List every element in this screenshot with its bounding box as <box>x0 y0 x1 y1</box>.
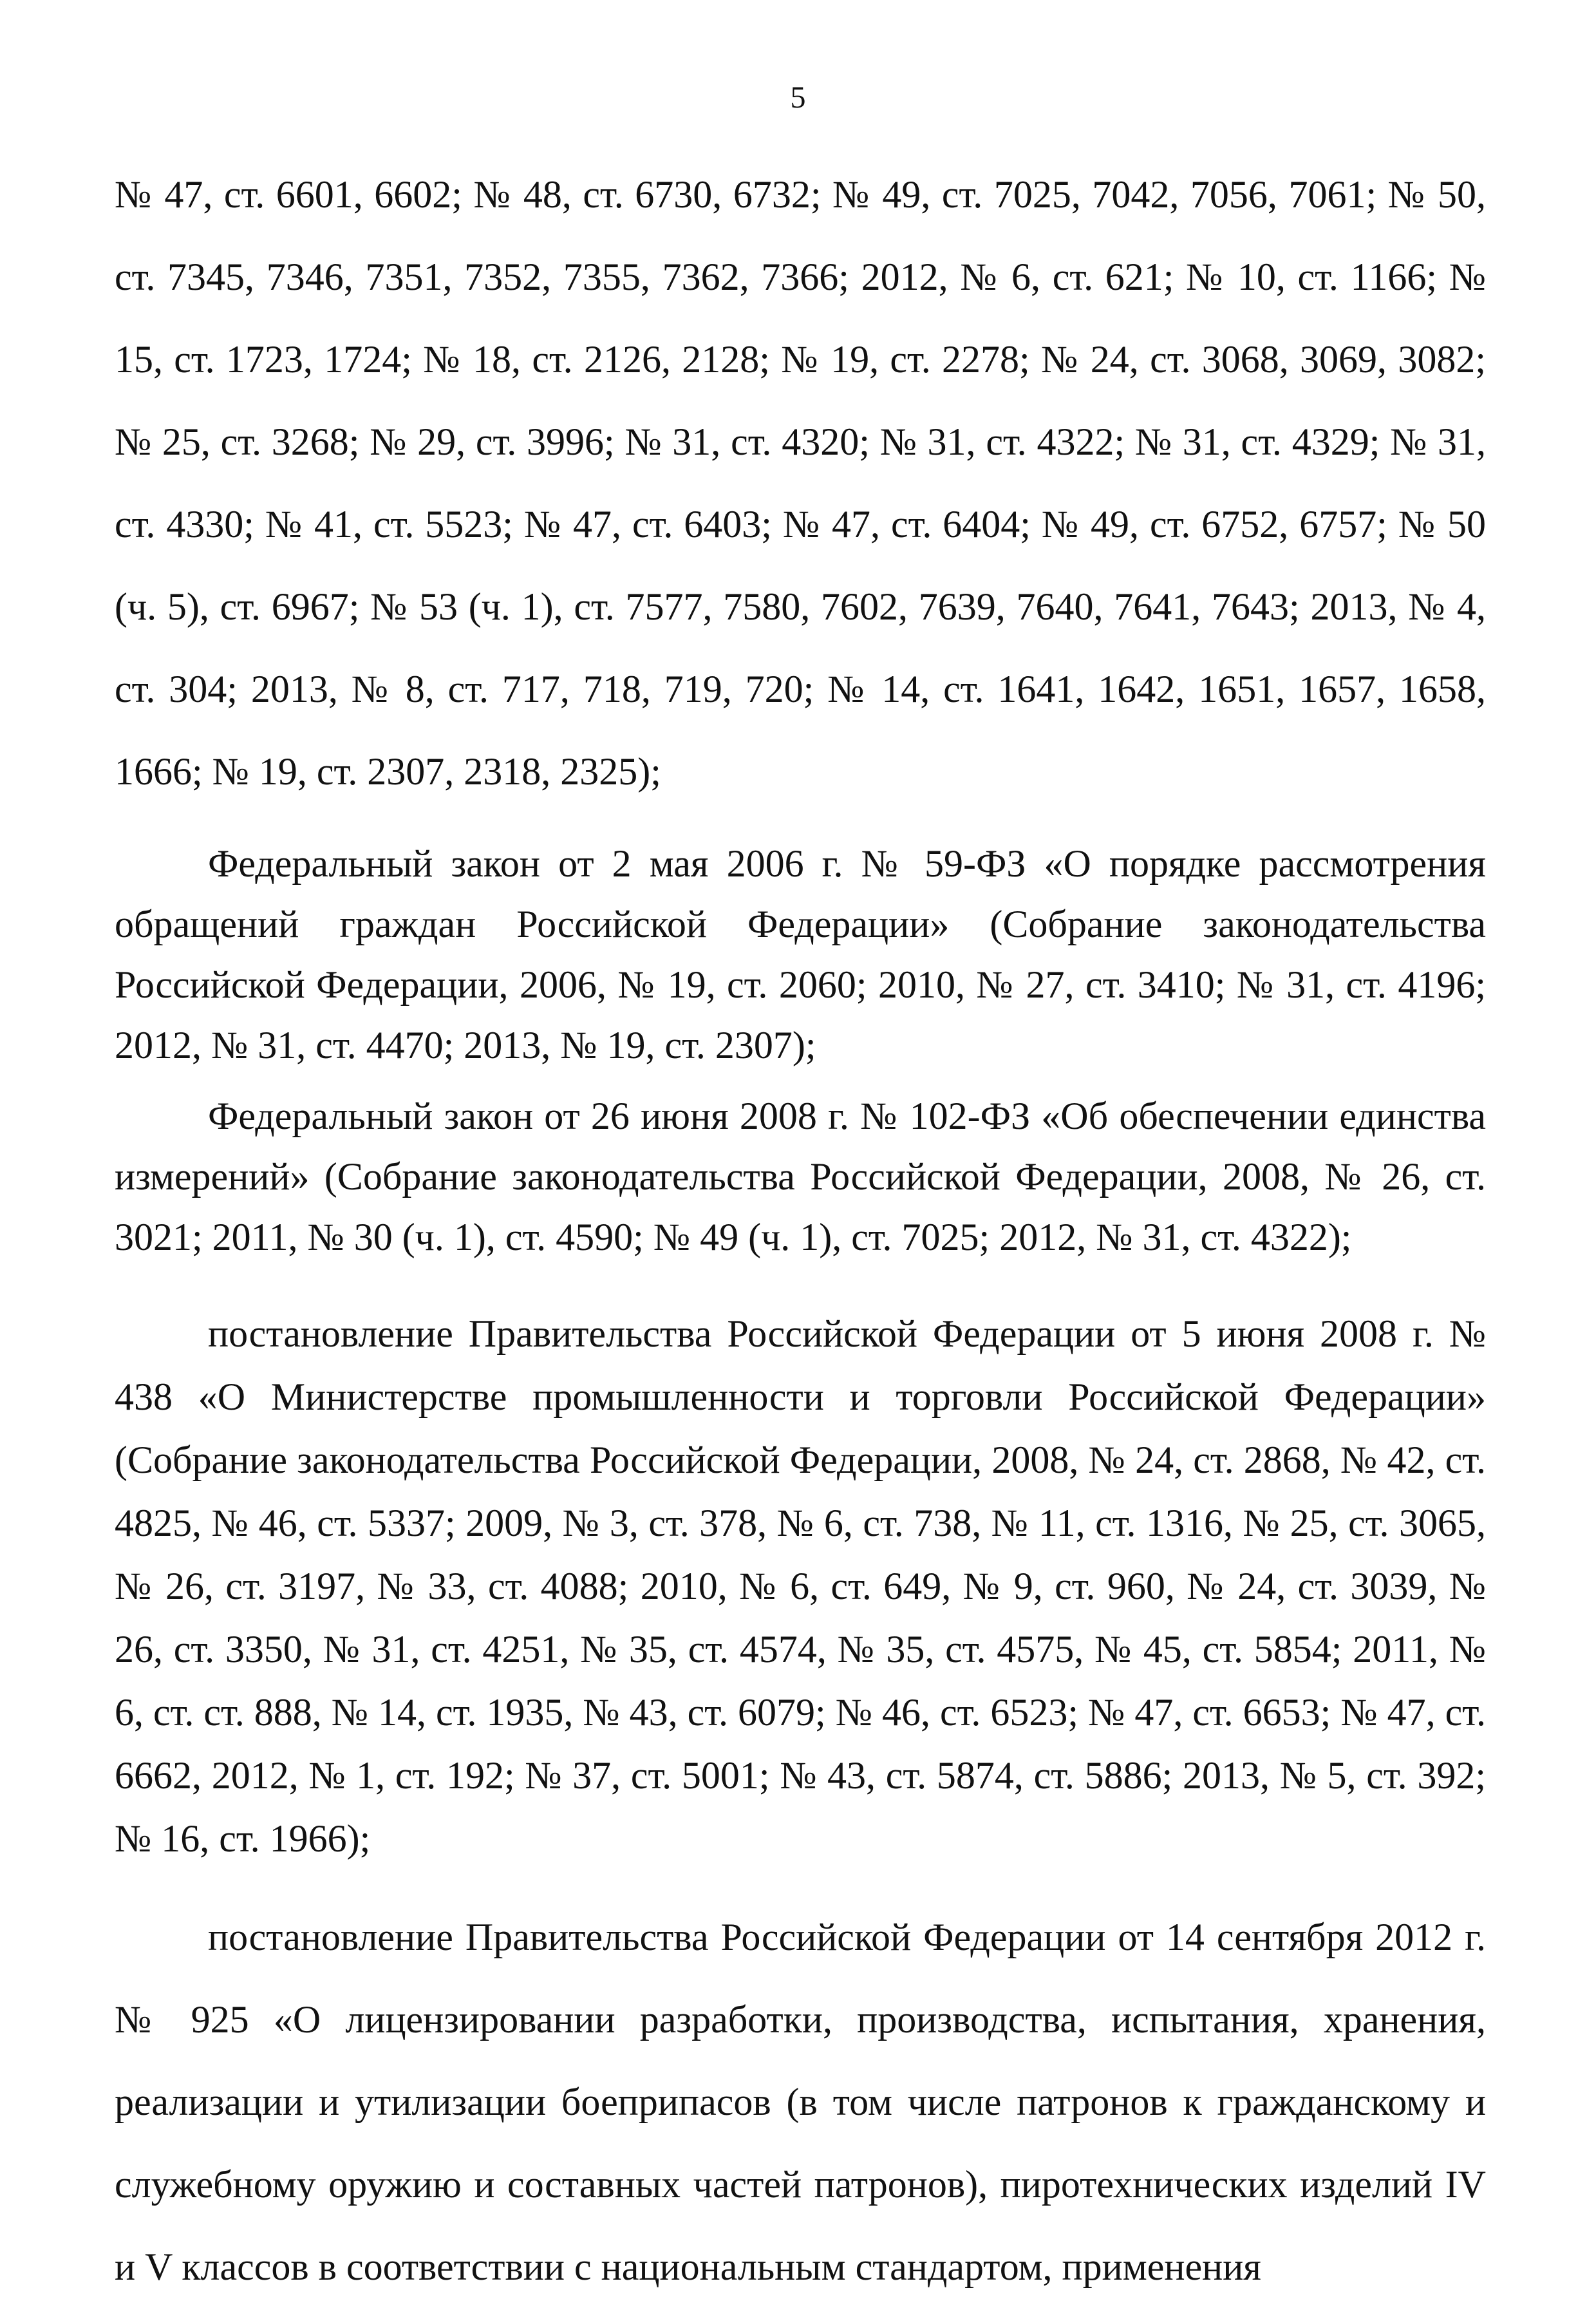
document-body <box>115 153 1486 2308</box>
paragraph-resolution-438: постановление Правительства Российской Федерации от 5 июня 2008 г. № 438 «О Министерстве промышленности и торговли Российской Федерации» (Собрание законодательства Российской Федерации, 2008, № 24, ст. 2868, № 42, ст. 4825, № 46, ст. 5337; 2009, № 3, ст. 378, № 6, ст. 738, № 11, ст. 1316, № 25, ст. 3065, № 26, ст. 3197, № 33, ст. 4088; 2010, № 6, ст. 649, № 9, ст. 960, № 24, ст. 3039, № 26, ст. 3350, № 31, ст. 4251, № 35, ст. 4574, № 35, ст. 4575, № 45, ст. 5854; 2011, № 6, ст. ст. 888, № 14, ст. 1935, № 43, ст. 6079; № 46, ст. 6523; № 47, ст. 6653; № 47, ст. 6662, 2012, № 1, ст. 192; № 37, ст. 5001; № 43, ст. 5874, ст. 5886; 2013, № 5, ст. 392; № 16, ст. 1966); <box>115 1312 1486 1860</box>
paragraph-citations-continued: № 47, ст. 6601, 6602; № 48, ст. 6730, 6732; № 49, ст. 7025, 7042, 7056, 7061; № 50, ст. 7345, 7346, 7351, 7352, 7355, 7362, 7366; 2012, № 6, ст. 621; № 10, ст. 1166; № 15, ст. 1723, 1724; № 18, ст. 2126, 2128; № 19, ст. 2278; № 24, ст. 3068, 3069, 3082; № 25, ст. 3268; № 29, ст. 3996; № 31, ст. 4320; № 31, ст. 4322; № 31, ст. 4329; № 31, ст. 4330; № 41, ст. 5523; № 47, ст. 6403; № 47, ст. 6404; № 49, ст. 6752, 6757; № 50 (ч. 5), ст. 6967; № 53 (ч. 1), ст. 7577, 7580, 7602, 7639, 7640, 7641, 7643; 2013, № 4, ст. 304; 2013, № 8, ст. 717, 718, 719, 720; № 14, ст. 1641, 1642, 1651, 1657, 1658, 1666; № 19, ст. 2307, 2318, 2325); <box>115 173 1486 793</box>
page-number: 5 <box>790 80 806 115</box>
paragraph-resolution-925: постановление Правительства Российской Федерации от 14 сентября 2012 г. № 925 «О лицензировании разработки, производства, испытания, хранения, реализации и утилизации боеприпасов (в том числе патронов к гражданскому и служебному оружию и составных частей патронов), пиротехнических изделий IV и V классов в соответствии с национальным стандартом, применения <box>115 1916 1486 2288</box>
paragraph-federal-law-102: Федеральный закон от 26 июня 2008 г. № 102-ФЗ «Об обеспечении единства измерений» (Собрание законодательства Российской Федерации, 2008, № 26, ст. 3021; 2011, № 30 (ч. 1), ст. 4590; № 49 (ч. 1), ст. 7025; 2012, № 31, ст. 4322); <box>115 1095 1486 1258</box>
paragraph-federal-law-59: Федеральный закон от 2 мая 2006 г. № 59-ФЗ «О порядке рассмотрения обращений граждан Российской Федерации» (Собрание законодательства Российской Федерации, 2006, № 19, ст. 2060; 2010, № 27, ст. 3410; № 31, ст. 4196; 2012, № 31, ст. 4470; 2013, № 19, ст. 2307); <box>115 842 1486 1066</box>
